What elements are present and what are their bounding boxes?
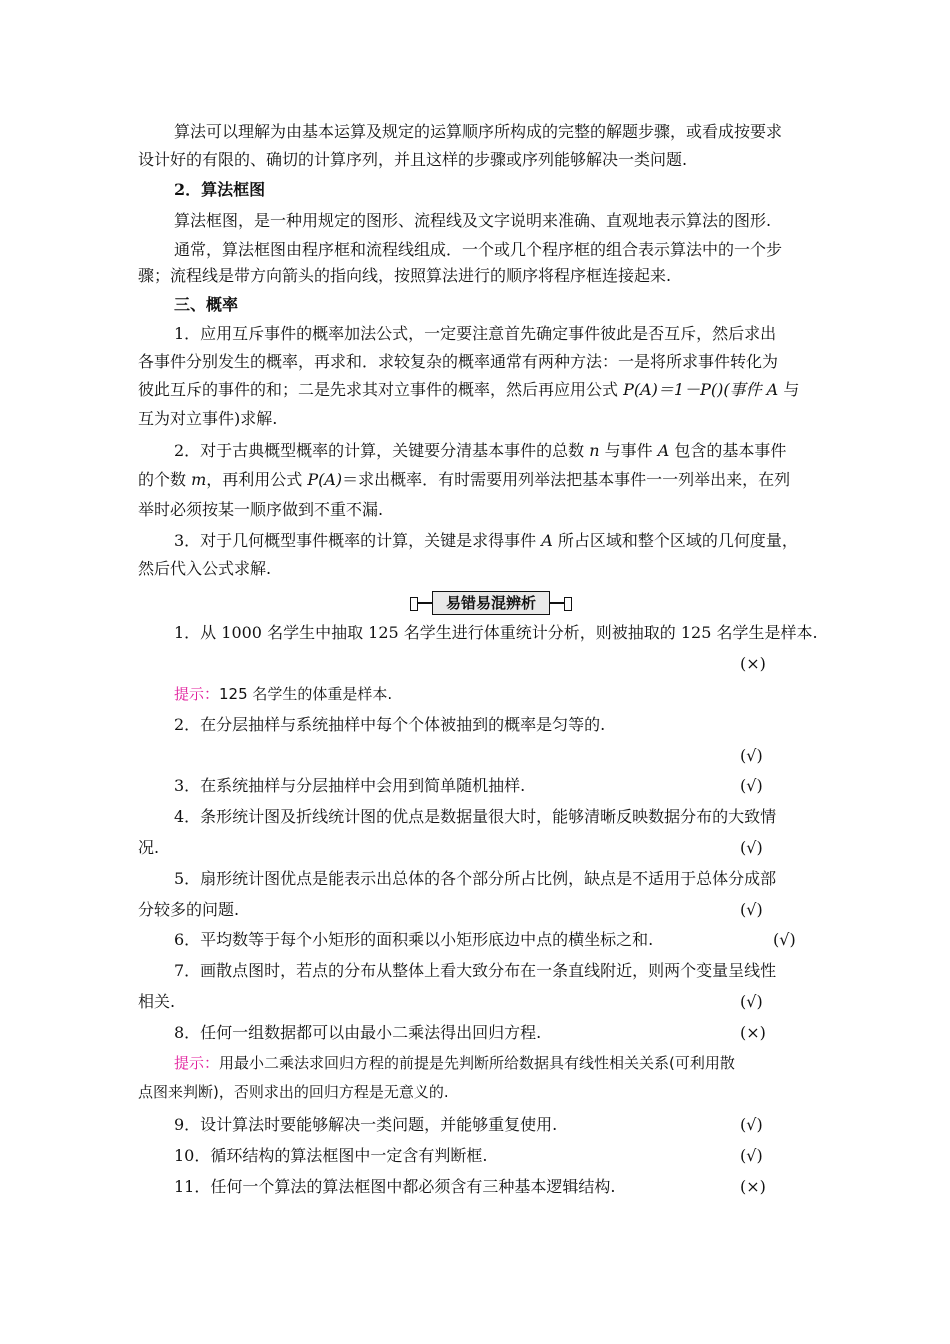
text-run: 3．对于几何概型事件概率的计算，关键是求得事件 xyxy=(174,531,542,550)
list-item: 3．在系统抽样与分层抽样中会用到简单随机抽样. xyxy=(174,776,526,795)
list-item: 6．平均数等于每个小矩形的面积乘以小矩形底边中点的横坐标之和. xyxy=(174,930,654,949)
text-run: 2．对于古典概型概率的计算，关键要分清基本事件的总数 xyxy=(174,441,590,460)
banner-cap-left xyxy=(410,597,418,611)
variable: A xyxy=(766,380,779,399)
section-banner xyxy=(410,590,572,616)
paragraph-line: 举时必须按某一顺序做到不重不漏. xyxy=(138,500,384,519)
banner-title: 易错易混辨析 xyxy=(432,591,550,615)
paragraph-line xyxy=(138,379,799,401)
tip-text: 125 名学生的体重是样本. xyxy=(219,685,393,703)
formula: P(A) xyxy=(307,470,343,489)
text-run: 所占区域和整个区域的几何度量， xyxy=(552,531,798,550)
paragraph-line: 互为对立事件)求解. xyxy=(138,409,278,428)
list-item: 1．从 1000 名学生中抽取 125 名学生进行体重统计分析，则被抽取的 125 名学生是样本. xyxy=(174,623,818,642)
variable: A xyxy=(541,531,553,550)
answer-mark: (√) xyxy=(740,776,763,795)
tip-line xyxy=(174,683,392,705)
list-item: 2．在分层抽样与系统抽样中每个个体被抽到的概率是匀等的. xyxy=(174,715,606,734)
list-item-continued: 况. xyxy=(138,838,160,857)
answer-mark: (√) xyxy=(740,992,763,1011)
variable: n xyxy=(589,441,600,460)
answer-mark: (×) xyxy=(740,654,766,673)
paragraph-line xyxy=(174,440,786,462)
banner-cap-right xyxy=(564,597,572,611)
list-item-continued: 分较多的问题. xyxy=(138,900,240,919)
tip-line xyxy=(174,1052,735,1074)
section-heading: 2．算法框图 xyxy=(174,180,266,199)
text-run: 与事件 xyxy=(599,441,658,460)
text-run: ，再利用公式 xyxy=(206,470,308,489)
variable: m xyxy=(191,470,207,489)
list-item: 10．循环结构的算法框图中一定含有判断框. xyxy=(174,1146,488,1165)
text-run: 与 xyxy=(778,380,800,399)
paragraph-line: 算法可以理解为由基本运算及规定的运算顺序所构成的完整的解题步骤，或看成按要求 xyxy=(174,122,783,141)
variable: A xyxy=(657,441,670,460)
list-item-continued: 相关. xyxy=(138,992,176,1011)
paragraph-line xyxy=(138,469,790,491)
answer-mark: (×) xyxy=(740,1177,766,1196)
section-heading: 三、概率 xyxy=(174,295,239,314)
paragraph-line xyxy=(174,530,798,552)
text-run: 彼此互斥的事件的和；二是先求其对立事件的概率，然后再应用公式 xyxy=(138,380,624,399)
paragraph-line: 算法框图，是一种用规定的图形、流程线及文字说明来准确、直观地表示算法的图形. xyxy=(174,211,772,230)
answer-mark: (√) xyxy=(740,900,763,919)
paragraph-line: 骤；流程线是带方向箭头的指向线，按照算法进行的顺序将程序框连接起来. xyxy=(138,266,672,285)
tip-label: 提示： xyxy=(174,685,220,703)
paragraph-line: 1．应用互斥事件的概率加法公式，一定要注意首先确定事件彼此是否互斥，然后求出 xyxy=(174,324,777,343)
answer-mark: (√) xyxy=(740,1146,763,1165)
list-item: 11．任何一个算法的算法框图中都必须含有三种基本逻辑结构. xyxy=(174,1177,616,1196)
formula: P(A)＝1－P()(事件 xyxy=(623,380,767,399)
answer-mark: (√) xyxy=(773,930,796,949)
text-run: 的个数 xyxy=(138,470,192,489)
paragraph-line: 设计好的有限的、确切的计算序列，并且这样的步骤或序列能够解决一类问题. xyxy=(138,150,688,169)
tip-text: 用最小二乘法求回归方程的前提是先判断所给数据具有线性相关关系(可利用散 xyxy=(219,1054,735,1072)
paragraph-line: 然后代入公式求解. xyxy=(138,559,272,578)
text-run: 包含的基本事件 xyxy=(669,441,787,460)
paragraph-line: 各事件分别发生的概率，再求和．求较复杂的概率通常有两种方法：一是将所求事件转化为 xyxy=(138,352,779,371)
answer-mark: (√) xyxy=(740,1115,763,1134)
paragraph-line: 通常，算法框图由程序框和流程线组成．一个或几个程序框的组合表示算法中的一个步 xyxy=(174,240,783,259)
list-item: 5．扇形统计图优点是能表示出总体的各个部分所占比例，缺点是不适用于总体分成部 xyxy=(174,869,777,888)
list-item: 8．任何一组数据都可以由最小二乘法得出回归方程. xyxy=(174,1023,542,1042)
answer-mark: (×) xyxy=(740,1023,766,1042)
list-item: 4．条形统计图及折线统计图的优点是数据量很大时，能够清晰反映数据分布的大致情 xyxy=(174,807,777,826)
list-item: 7．画散点图时，若点的分布从整体上看大致分布在一条直线附近，则两个变量呈线性 xyxy=(174,961,777,980)
text-run: ＝求出概率．有时需要用列举法把基本事件一一列举出来，在列 xyxy=(342,470,791,489)
tip-text-continued: 点图来判断)，否则求出的回归方程是无意义的. xyxy=(138,1083,449,1101)
tip-label: 提示： xyxy=(174,1054,220,1072)
list-item: 9．设计算法时要能够解决一类问题，并能够重复使用. xyxy=(174,1115,558,1134)
answer-mark: (√) xyxy=(740,838,763,857)
answer-mark: (√) xyxy=(740,746,763,765)
